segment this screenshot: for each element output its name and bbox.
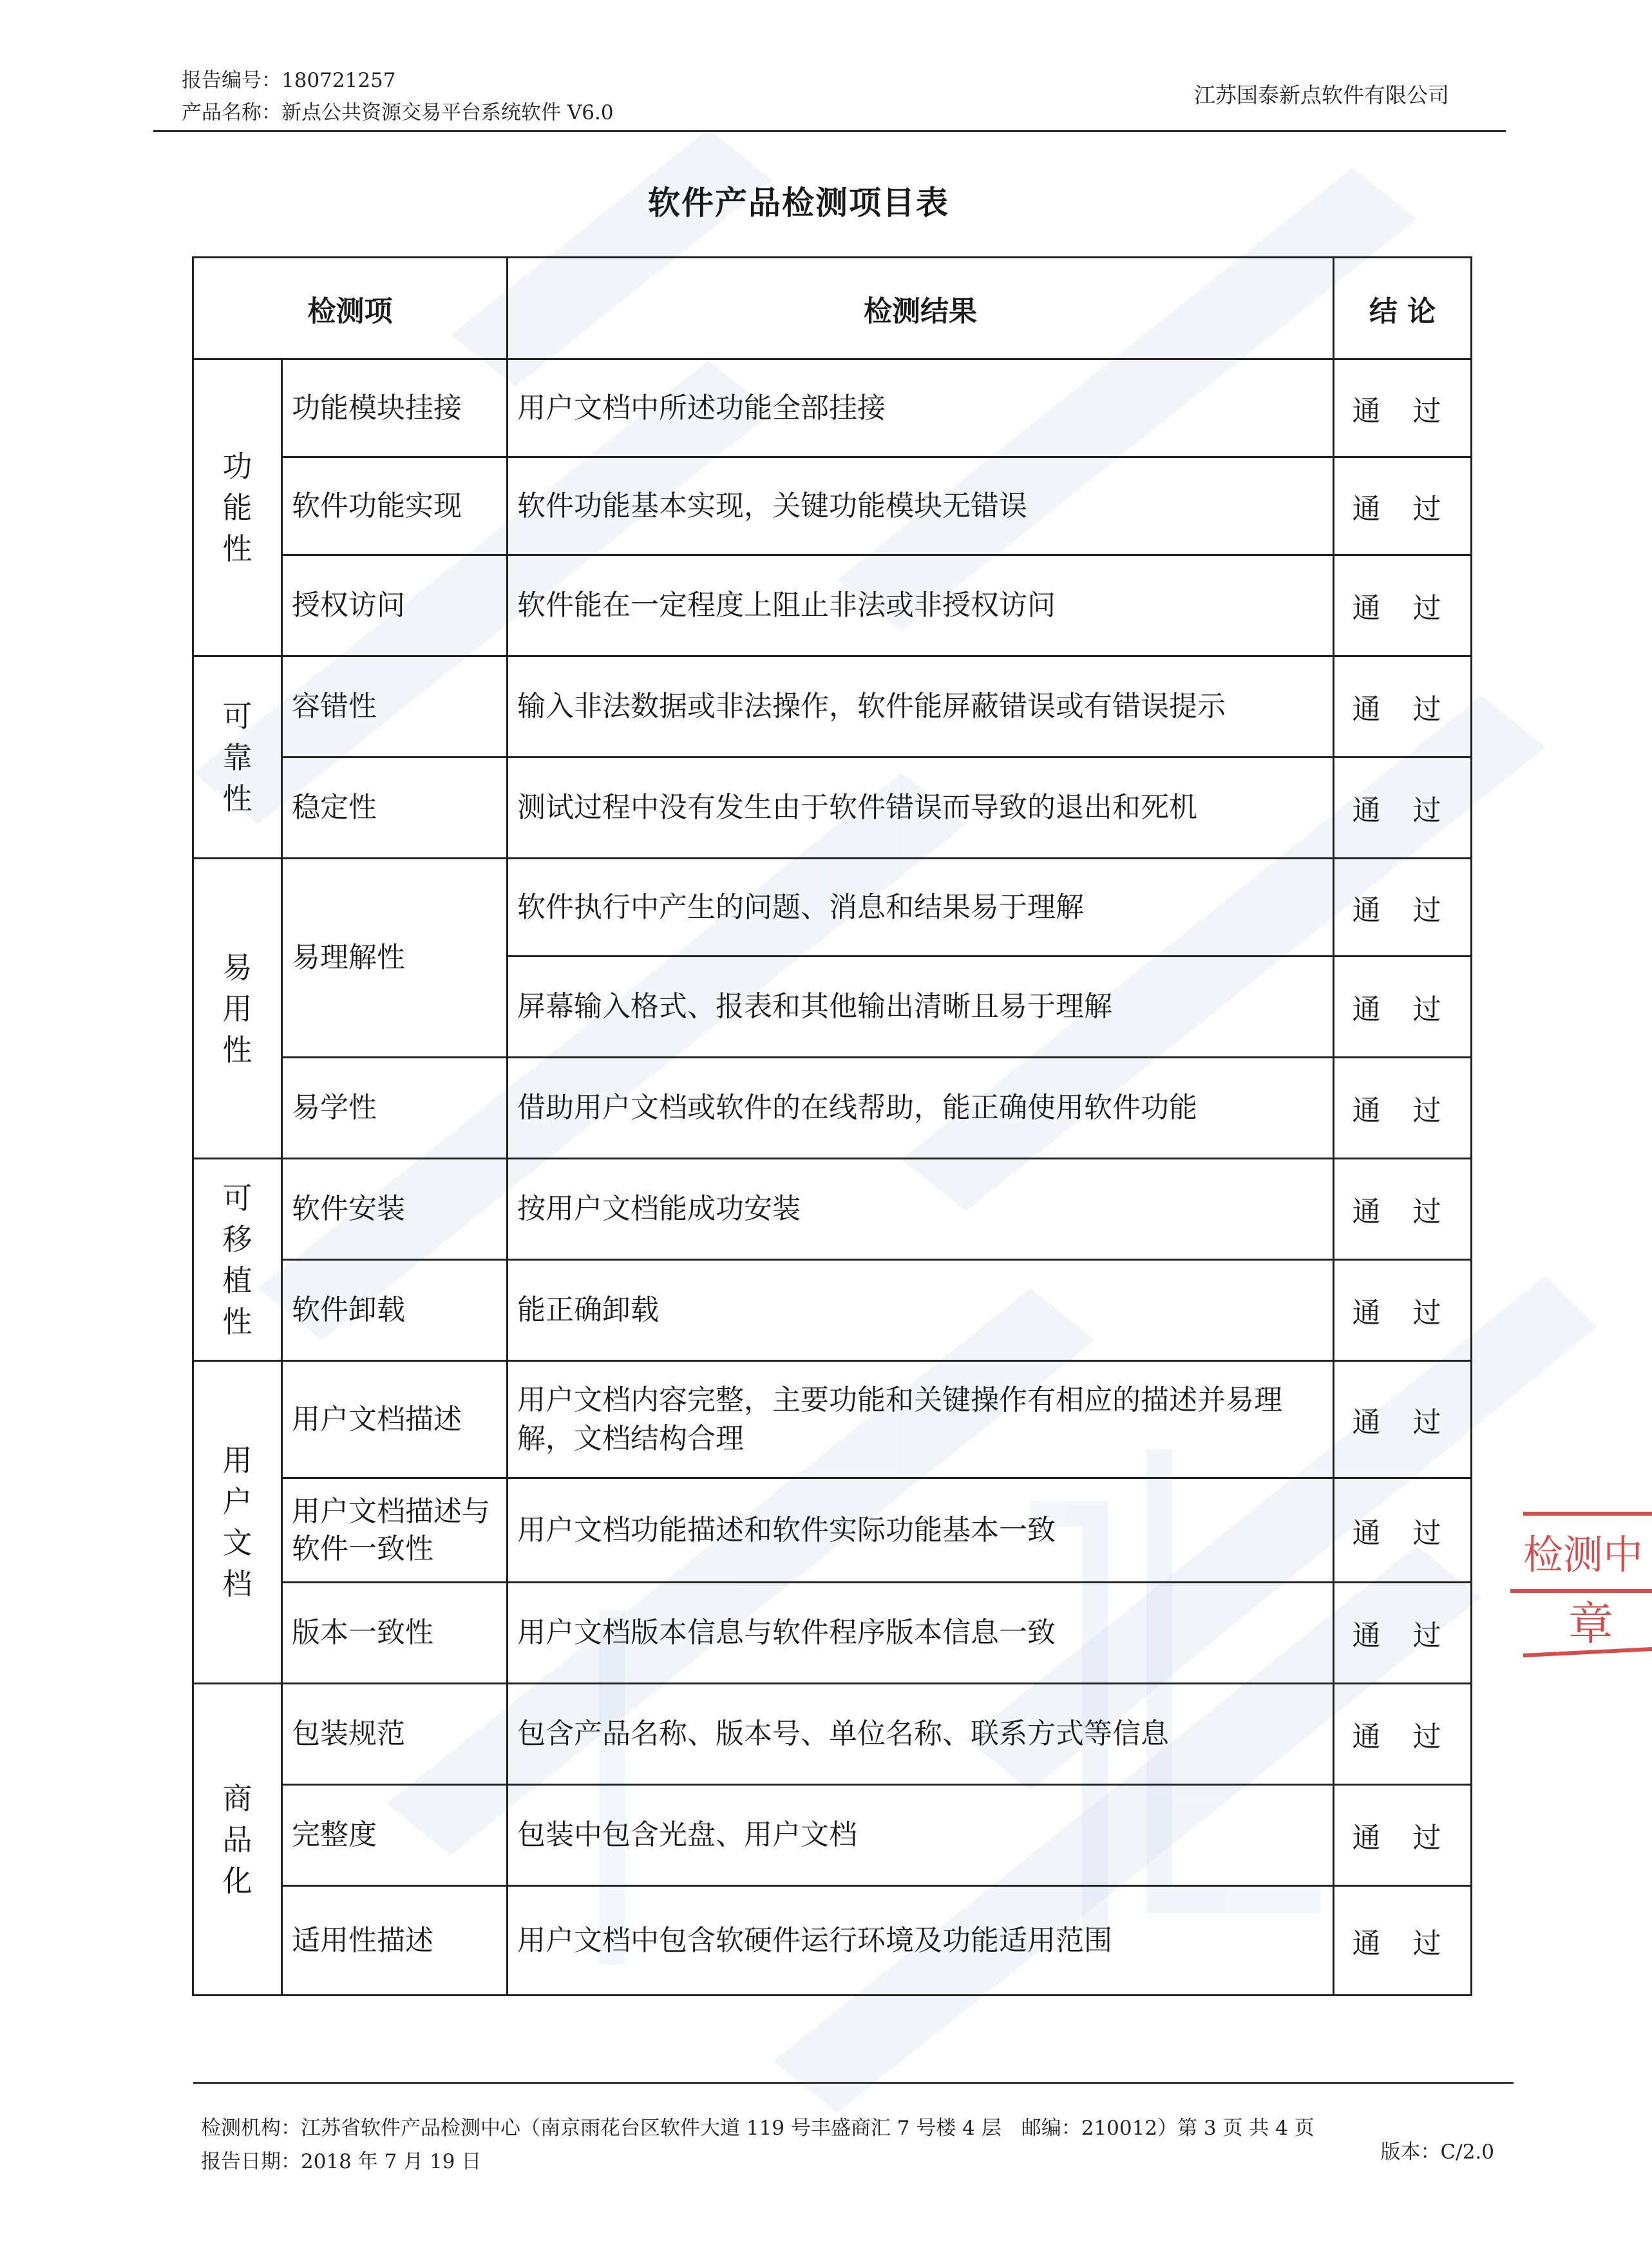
footer-version: 版本：C/2.0 (1380, 2140, 1494, 2164)
category-cell: 功 能 性 (193, 359, 282, 656)
subitem-cell: 用户文档描述 (282, 1361, 508, 1478)
subitem-cell: 包装规范 (282, 1684, 508, 1785)
result-cell: 用户文档内容完整，主要功能和关键操作有相应的描述并易理解，文档结构合理 (508, 1361, 1334, 1478)
table-row (193, 457, 1472, 555)
conclusion-cell: 通 过 (1334, 1361, 1472, 1478)
conclusion-cell: 通 过 (1334, 1058, 1472, 1159)
conclusion-cell: 通 过 (1334, 758, 1472, 859)
result-cell: 包含产品名称、版本号、单位名称、联系方式等信息 (508, 1684, 1334, 1785)
subitem-cell: 完整度 (282, 1785, 508, 1886)
table-row (193, 1478, 1472, 1583)
report-number-line: 报告编号：180721257 (182, 69, 396, 92)
conclusion-cell: 通 过 (1334, 859, 1472, 957)
table-row (193, 1361, 1472, 1478)
subitem-cell: 授权访问 (282, 555, 508, 656)
report-number: 180721257 (281, 69, 396, 92)
header-divider (153, 130, 1506, 132)
subitem-cell: 易理解性 (282, 859, 508, 1058)
table-header-row (193, 258, 1472, 359)
conclusion-cell: 通 过 (1334, 957, 1472, 1058)
footer-report-date: 报告日期：2018 年 7 月 19 日 (201, 2150, 482, 2173)
conclusion-cell: 通 过 (1334, 555, 1472, 656)
table-row (193, 359, 1472, 457)
category-cell: 可 移 植 性 (193, 1159, 282, 1361)
subitem-cell: 软件卸载 (282, 1260, 508, 1361)
result-cell: 输入非法数据或非法操作，软件能屏蔽错误或有错误提示 (508, 656, 1334, 758)
table-row (193, 1159, 1472, 1260)
result-cell: 测试过程中没有发生由于软件错误而导致的退出和死机 (508, 758, 1334, 859)
result-cell: 软件执行中产生的问题、消息和结果易于理解 (508, 859, 1334, 957)
category-cell: 用 户 文 档 (193, 1361, 282, 1684)
conclusion-cell: 通 过 (1334, 1785, 1472, 1886)
conclusion-cell: 通 过 (1334, 1684, 1472, 1785)
conclusion-cell: 通 过 (1334, 656, 1472, 758)
table-row (193, 1684, 1472, 1785)
result-cell: 屏幕输入格式、报表和其他输出清晰且易于理解 (508, 957, 1334, 1058)
category-cell: 可 靠 性 (193, 656, 282, 859)
result-cell: 用户文档中包含软硬件运行环境及功能适用范围 (508, 1886, 1334, 1996)
header-conclusion: 结 论 (1334, 258, 1472, 359)
conclusion-cell: 通 过 (1334, 1583, 1472, 1684)
footer-page-number: 第 3 页 共 4 页 (1177, 2117, 1315, 2140)
category-cell: 易 用 性 (193, 859, 282, 1159)
inspection-table (192, 256, 1472, 1996)
table-row (193, 1260, 1472, 1361)
conclusion-cell: 通 过 (1334, 1478, 1472, 1583)
company-name: 江苏国泰新点软件有限公司 (1194, 82, 1449, 108)
product-name-line: 产品名称：新点公共资源交易平台系统软件 V6.0 (182, 101, 614, 124)
conclusion-cell: 通 过 (1334, 1159, 1472, 1260)
conclusion-cell: 通 过 (1334, 359, 1472, 457)
table-row (193, 1583, 1472, 1684)
subitem-cell: 软件功能实现 (282, 457, 508, 555)
header-item: 检测项 (193, 258, 508, 359)
footer-divider (193, 2082, 1514, 2084)
result-cell: 用户文档中所述功能全部挂接 (508, 359, 1334, 457)
footer-agency: 检测机构：江苏省软件产品检测中心（南京雨花台区软件大道 119 号丰盛商汇 7 号楼 4 层 邮编：210012）第 3 页 共 4 页 (201, 2117, 1315, 2140)
result-cell: 能正确卸载 (508, 1260, 1334, 1361)
table-row (193, 758, 1472, 859)
conclusion-cell: 通 过 (1334, 1260, 1472, 1361)
subitem-cell: 功能模块挂接 (282, 359, 508, 457)
result-cell: 借助用户文档或软件的在线帮助，能正确使用软件功能 (508, 1058, 1334, 1159)
table-row (193, 555, 1472, 656)
subitem-cell: 适用性描述 (282, 1886, 508, 1996)
subitem-cell: 易学性 (282, 1058, 508, 1159)
header-result: 检测结果 (508, 258, 1334, 359)
result-cell: 包装中包含光盘、用户文档 (508, 1785, 1334, 1886)
page-title: 软件产品检测项目表 (648, 184, 949, 222)
stamp-text-line2: 章 (1568, 1597, 1613, 1650)
report-header (182, 64, 614, 129)
table-row (193, 1886, 1472, 1996)
stamp-text-line1: 检测中 (1523, 1531, 1644, 1578)
result-cell: 软件能在一定程度上阻止非法或非授权访问 (508, 555, 1334, 656)
conclusion-cell: 通 过 (1334, 1886, 1472, 1996)
result-cell: 用户文档版本信息与软件程序版本信息一致 (508, 1583, 1334, 1684)
result-cell: 软件功能基本实现，关键功能模块无错误 (508, 457, 1334, 555)
table-row (193, 1058, 1472, 1159)
table-row (193, 656, 1472, 758)
table-row (193, 859, 1472, 957)
product-name: 新点公共资源交易平台系统软件 V6.0 (281, 101, 614, 124)
result-cell: 按用户文档能成功安装 (508, 1159, 1334, 1260)
subitem-cell: 软件安装 (282, 1159, 508, 1260)
subitem-cell: 用户文档描述与软件一致性 (282, 1478, 508, 1583)
table-row (193, 1785, 1472, 1886)
category-cell: 商 品 化 (193, 1684, 282, 1996)
subitem-cell: 版本一致性 (282, 1583, 508, 1684)
subitem-cell: 稳定性 (282, 758, 508, 859)
inspection-seal-stamp (1497, 1501, 1652, 1675)
conclusion-cell: 通 过 (1334, 457, 1472, 555)
subitem-cell: 容错性 (282, 656, 508, 758)
result-cell: 用户文档功能描述和软件实际功能基本一致 (508, 1478, 1334, 1583)
